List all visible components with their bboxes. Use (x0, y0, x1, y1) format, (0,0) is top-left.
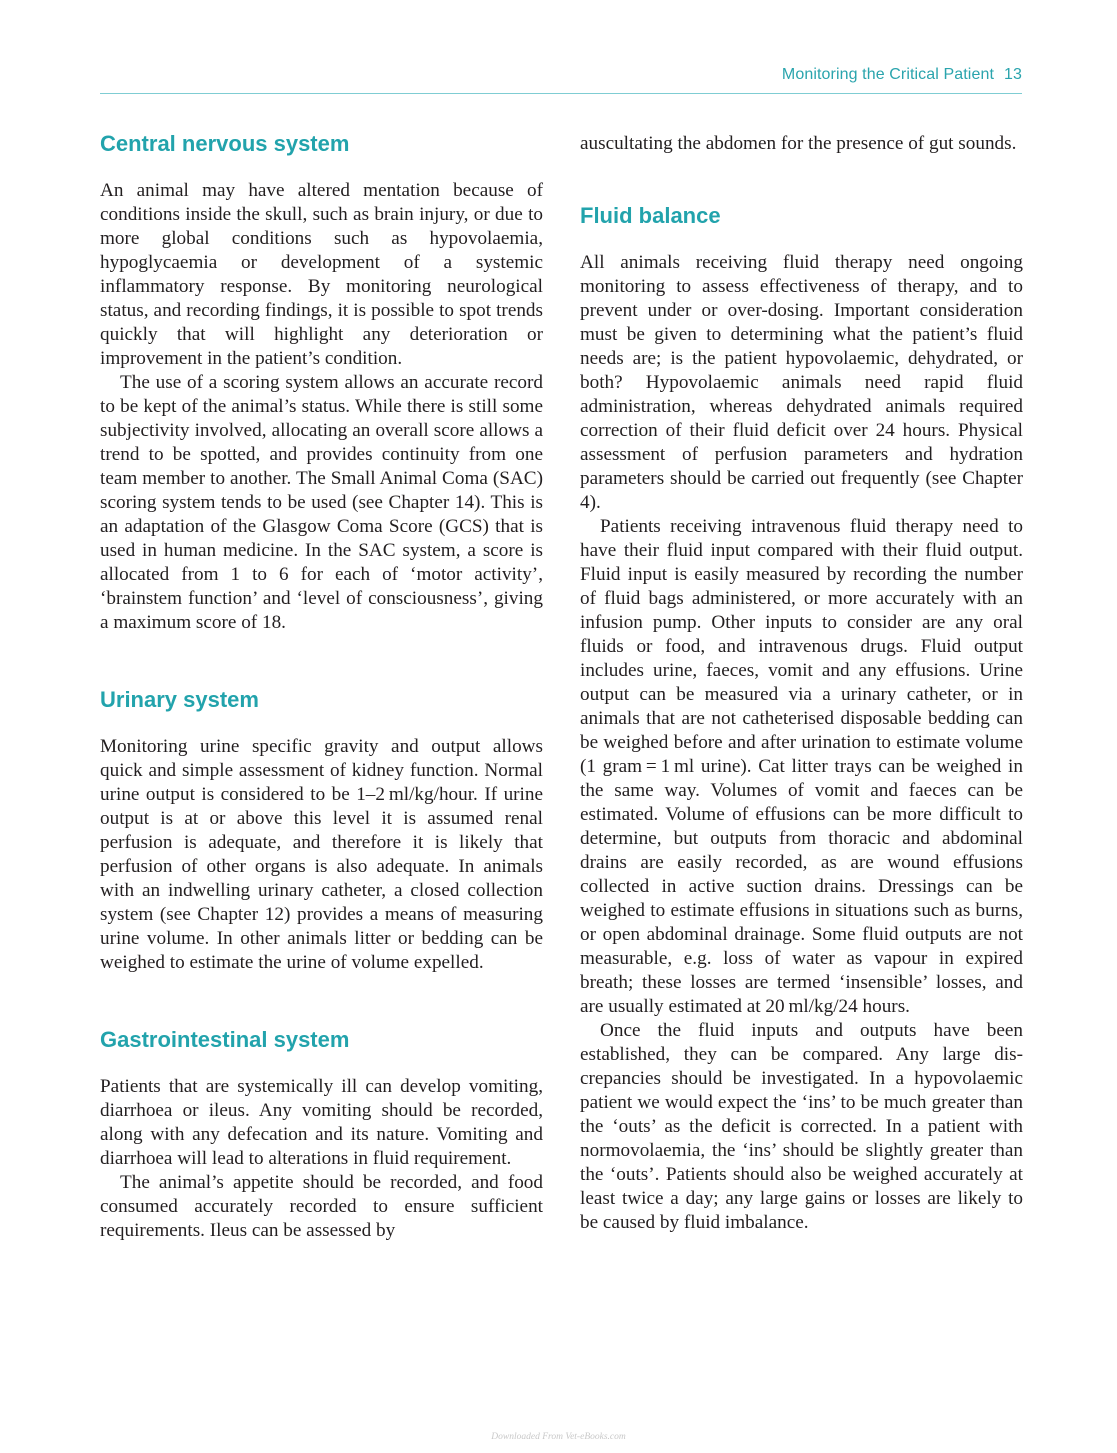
fluid-paragraph-1: All animals receiving fluid therapy need ongoing monitoring to assess effectiveness of therapy, and to prevent under or over-dosing. Important consideration must be given to determining what the patient’s fluid needs are; is the patient hypovolaemic, dehydrated, or both? Hypovolaemic animals need rapid fluid administration, whereas dehydrated animals required correction of their fluid deficit over 24 hours. Physical assessment of perfusion parameters and hydration parameters should be carried out frequently (see Chapter 4). (580, 252, 1023, 513)
heading-gastrointestinal-system: Gastrointestinal system (100, 1027, 350, 1052)
cns-paragraph-2: The use of a scoring system allows an accurate record to be kept of the animal’s status. While there is still some subjectivity involved, allocating an overall score allows a trend to be spotted, and provides continuity from one team member to another. The Small Animal Coma (SAC) scoring system tends to be used (see Chapter 14). This is an adaptation of the Glasgow Coma Score (GCS) that is used in human medicine. In the SAC system, a score is allocated from 1 to 6 for each of ‘motor activity’, ‘brainstem function’ and ‘level of consciousness’, giving a maximum score of 18. (100, 372, 543, 633)
running-header (782, 66, 1022, 84)
right-column (580, 128, 1023, 1235)
urinary-paragraph-1: Monitoring urine specific gravity and output allows quick and simple assessment of kidney function. Normal urine output is considered to be 1–2 ml/kg/hour. If urine output is at or above this level it is assumed renal perfusion is adequate, and therefore it is likely that perfusion of other organs is also adequate. In animals with an indwelling urinary catheter, a closed collection system (see Chapter 12) provides a means of measuring urine volume. In other animals litter or bedding can be weighed to estimate the urine of volume expelled. (100, 736, 543, 973)
heading-urinary-system: Urinary system (100, 687, 259, 712)
page-number: 13 (1004, 66, 1022, 83)
left-column (100, 128, 543, 1243)
heading-central-nervous-system: Central nervous system (100, 131, 350, 156)
gi-continued-paragraph: auscultating the abdomen for the presence of gut sounds. (580, 133, 1017, 154)
fluid-paragraph-3: Once the fluid inputs and outputs have been established, they can be compared. Any large discrepancies should be investigated. In a hypovolaemic patient we would expect the ‘ins’ to be much greater than the ‘outs’ as the deficit is corrected. In a patient with normovolaemia, the ‘ins’ should be slightly greater than the ‘outs’. Patients should also be weighed accurately at least twice a day; any large gains or losses are likely to be caused by fluid imbalance. (580, 1020, 1023, 1233)
fluid-paragraph-2: Patients receiving intravenous fluid therapy need to have their fluid input compared with their fluid output. Fluid input is easily measured by recording the number of fluid bags administered, or more accurately with an infusion pump. Other inputs to consider are any oral fluids or food, and intravenous drugs. Fluid output includes urine, faeces, vomit and any effusions. Urine output can be measured via a urinary catheter, or in animals that are not catheterised disposable bedding can be weighed before and after urination to estimate volume (1 gram = 1 ml urine). Cat litter trays can be weighed in the same way. Volumes of vomit and faeces can be estimated. Volume of effusions can be more difficult to determine, but outputs from thoracic and abdominal drains are easily recorded, as are wound effusions collected in active suction drains. Dressings can be weighed to estimate effusions in situations such as burns, or open abdominal drainage. Some fluid outputs are not measurable, e.g. loss of water as vapour in expired breath; these losses are termed ‘insensible’ losses, and are usually estimated at 20 ml/kg/24 hours. (580, 516, 1023, 1017)
download-watermark: Downloaded From Vet-eBooks.com (491, 1432, 626, 1442)
header-rule (100, 93, 1022, 94)
heading-fluid-balance: Fluid balance (580, 203, 721, 228)
gi-paragraph-1: Patients that are systemically ill can develop vomiting, diarrhoea or ileus. Any vomiting should be recorded, along with any defecation and its nature. Vomiting and diarrhoea will lead to alterations in fluid requirement. (100, 1076, 543, 1169)
cns-paragraph-1: An animal may have altered mentation because of conditions inside the skull, such as brain injury, or due to more global conditions such as hypovolaemia, hypoglycaemia or development of a systemic inflammatory response. By monitoring neurological status, and recording findings, it is possible to spot trends quickly that will highlight any deterioration or improvement in the patient’s condition. (100, 180, 543, 369)
gi-paragraph-2: The animal’s appetite should be recorded, and food consumed accurately recorded to ensure sufficient requirements. Ileus can be assessed by (100, 1172, 543, 1241)
running-title: Monitoring the Critical Patient (781, 66, 994, 83)
